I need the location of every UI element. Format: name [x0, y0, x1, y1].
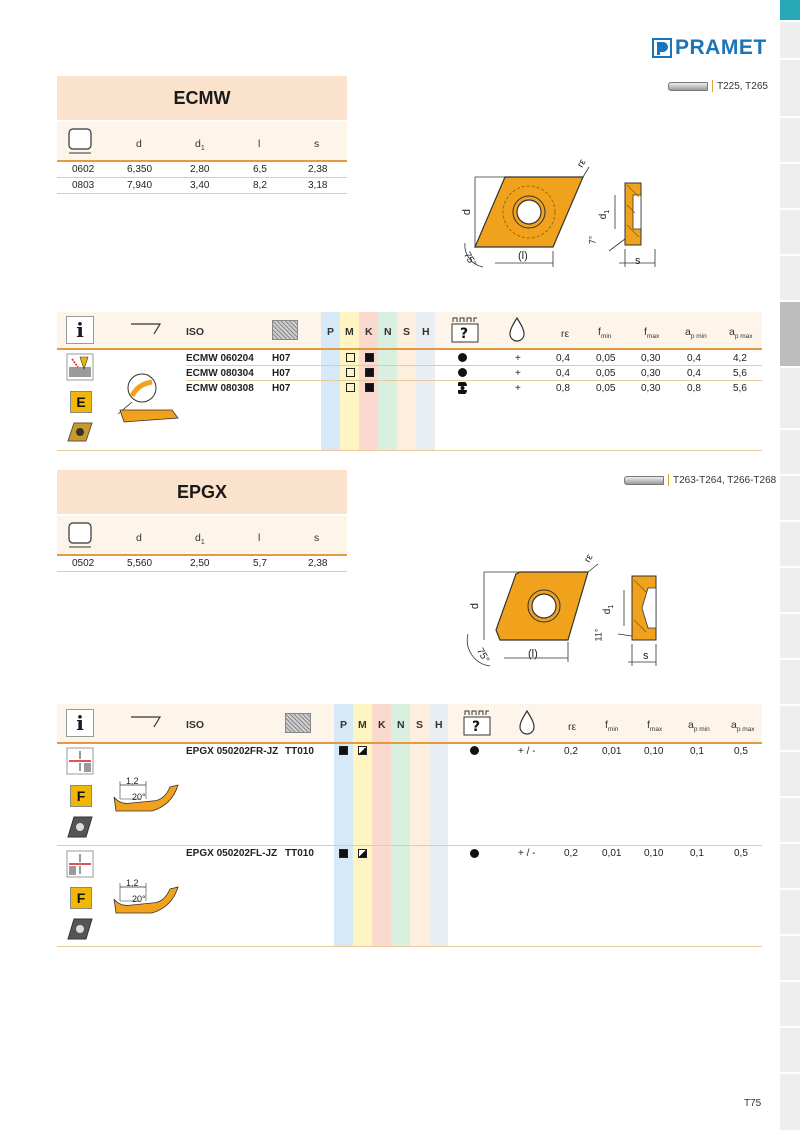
drawing-label-r: rε	[575, 157, 589, 170]
header-fmin: $f_{min}$	[605, 719, 619, 734]
toolholder-icon	[624, 476, 664, 485]
side-tab[interactable]	[780, 614, 800, 660]
dim-separator	[57, 160, 347, 162]
insert-outline-icon	[66, 127, 96, 157]
drawing-label-d1: $d_1$	[602, 604, 616, 615]
apmax-value: 4,2	[733, 353, 747, 364]
condition-dot	[458, 353, 467, 362]
condition-dot	[470, 746, 479, 755]
suitability-k	[365, 353, 374, 362]
coolant: +	[515, 368, 521, 379]
fmax-value: 0,30	[641, 353, 661, 364]
chipbreaker-letter-f: F	[70, 785, 92, 807]
side-tab-bar	[780, 0, 800, 1132]
group-s: S	[416, 719, 424, 731]
group-band-h	[429, 704, 448, 946]
fmax-value: 0,10	[644, 746, 664, 757]
chipbreaker-profile-icon	[112, 775, 187, 815]
insert-technical-drawing	[460, 550, 670, 675]
dim-d1: 2,50	[190, 558, 210, 569]
insert-profile-icon	[130, 322, 162, 336]
re-value: 0,8	[556, 383, 570, 394]
iso-code[interactable]: ECMW 080308	[186, 383, 254, 394]
header-apmin: $a_{p min}$	[688, 719, 710, 734]
apmin-value: 0,4	[687, 368, 701, 379]
re-value: 0,2	[564, 746, 578, 757]
drawing-label-s: s	[635, 255, 641, 267]
chip-angle-label: 20°	[132, 792, 146, 802]
fmax-value: 0,30	[641, 383, 661, 394]
dim-d: 5,560	[127, 558, 153, 569]
dim-size: 0602	[72, 164, 95, 175]
drawing-label-angle: 75°	[461, 250, 479, 269]
row-divider	[57, 193, 347, 194]
side-tab[interactable]	[780, 706, 800, 752]
suitability-m	[358, 849, 367, 858]
group-s: S	[403, 326, 411, 338]
section-title: ECMW	[173, 87, 231, 108]
holder-reference-text: T263-T264, T266-T268	[673, 474, 777, 486]
group-k: K	[365, 326, 373, 338]
chipbreaker-letter-e: E	[70, 391, 92, 413]
apmax-value: 0,5	[734, 746, 748, 757]
suitability-m	[346, 353, 355, 362]
dim-d: 6,350	[127, 164, 153, 175]
coolant: + / -	[518, 848, 536, 859]
side-tab-top[interactable]	[780, 0, 800, 22]
side-tab[interactable]	[780, 256, 800, 302]
apmin-value: 0,1	[690, 848, 704, 859]
coolant: +	[515, 353, 521, 364]
drawing-label-s: s	[643, 650, 649, 662]
side-tab[interactable]	[780, 368, 800, 430]
apmax-value: 0,5	[734, 848, 748, 859]
insert-profile-icon	[130, 715, 162, 729]
iso-code[interactable]: EPGX 050202FR-JZ	[186, 746, 279, 757]
header-fmin: $f_{min}$	[598, 326, 612, 341]
dim-d1: 3,40	[190, 180, 210, 191]
suitability-k	[365, 383, 374, 392]
side-tab[interactable]	[780, 936, 800, 982]
drawing-label-angle: 75°	[474, 646, 492, 665]
suitability-p	[339, 849, 348, 858]
header-apmax: $a_{p max}$	[729, 326, 753, 341]
row-divider	[186, 380, 762, 381]
group-band-s	[410, 704, 429, 946]
group-m: M	[358, 719, 367, 731]
chip-width-label: 1,2	[126, 776, 139, 786]
header-fmax: $f_{max}$	[644, 326, 660, 341]
iso-code[interactable]: ECMW 080304	[186, 368, 254, 379]
insert-photo-icon	[66, 421, 94, 443]
chipbreaker-profile-icon	[112, 877, 187, 917]
section-title-box	[57, 76, 347, 120]
pramet-logo-icon	[652, 38, 672, 58]
coolant-drop-icon	[518, 709, 536, 735]
fmin-value: 0,05	[596, 383, 616, 394]
dim-d: 7,940	[127, 180, 153, 191]
dim-s: 3,18	[308, 180, 328, 191]
suitability-k	[365, 368, 374, 377]
grade: TT010	[285, 746, 314, 757]
fmax-value: 0,30	[641, 368, 661, 379]
suitability-p	[339, 746, 348, 755]
coolant-drop-icon	[508, 316, 526, 342]
grade-texture-icon	[285, 713, 311, 733]
iso-header: ISO	[186, 326, 205, 338]
drawing-label-d1: $d_1$	[598, 209, 612, 220]
header-apmax: $a_{p max}$	[731, 719, 755, 734]
header-re: rε	[561, 328, 570, 340]
side-tab[interactable]	[780, 118, 800, 164]
dim-l: 8,2	[253, 180, 267, 191]
condition-split-dot	[457, 382, 468, 394]
side-tab[interactable]	[780, 798, 800, 844]
svg-text:?: ?	[472, 719, 481, 735]
chip-angle-label: 20°	[132, 894, 146, 904]
dim-s: 2,38	[308, 558, 328, 569]
row-divider	[186, 365, 762, 366]
machining-conditions-icon	[462, 709, 492, 737]
side-tab[interactable]	[780, 1074, 800, 1132]
side-tab[interactable]	[780, 568, 800, 614]
condition-dot	[458, 368, 467, 377]
grade: H07	[272, 353, 291, 364]
side-tab[interactable]	[780, 982, 800, 1028]
pramet-logo	[652, 36, 767, 60]
drawing-label-r: rε	[582, 552, 596, 565]
fmin-value: 0,05	[596, 368, 616, 379]
side-tab[interactable]	[780, 752, 800, 798]
dim-header-l: l	[258, 138, 261, 150]
fmin-value: 0,05	[596, 353, 616, 364]
side-tab[interactable]	[780, 1028, 800, 1074]
row-divider	[57, 571, 347, 572]
holder-reference-text: T225, T265	[717, 80, 768, 92]
group-m: M	[345, 326, 354, 338]
drawing-label-l: (l)	[518, 250, 528, 262]
side-tab[interactable]	[780, 890, 800, 936]
brand-name: PRAMET	[675, 36, 767, 59]
fmax-value: 0,10	[644, 848, 664, 859]
suitability-m	[358, 746, 367, 755]
section-title-box	[57, 470, 347, 514]
dim-header-l: l	[258, 532, 261, 544]
group-band-k	[372, 704, 391, 946]
insert-outline-icon	[66, 521, 96, 551]
dim-d1: 2,80	[190, 164, 210, 175]
grade: TT010	[285, 848, 314, 859]
re-value: 0,4	[556, 353, 570, 364]
operation-icon	[66, 353, 94, 381]
machining-conditions-icon	[450, 316, 480, 344]
apmin-value: 0,1	[690, 746, 704, 757]
group-p: P	[327, 326, 335, 338]
side-tab-active[interactable]	[780, 302, 800, 368]
dim-header-d: d	[136, 532, 142, 544]
re-value: 0,4	[556, 368, 570, 379]
coolant: +	[515, 383, 521, 394]
side-tab[interactable]	[780, 22, 800, 60]
drawing-label-d: d	[469, 602, 482, 610]
insert-photo-icon	[66, 917, 94, 941]
iso-code[interactable]: EPGX 050202FL-JZ	[186, 848, 278, 859]
chipbreaker-letter-f: F	[70, 887, 92, 909]
dim-header-d1: $d_1$	[195, 532, 205, 547]
group-k: K	[378, 719, 386, 731]
grade-texture-icon	[272, 320, 298, 340]
holder-reference[interactable]	[624, 474, 776, 486]
side-tab[interactable]	[780, 164, 800, 210]
side-tab[interactable]	[780, 210, 800, 256]
group-h: H	[435, 719, 443, 731]
side-tab[interactable]	[780, 522, 800, 568]
dim-header-s: s	[314, 138, 320, 150]
group-n: N	[384, 326, 392, 338]
group-band-p	[334, 704, 353, 946]
drawing-label-d: d	[461, 208, 474, 216]
apmax-value: 5,6	[733, 383, 747, 394]
dim-size: 0502	[72, 558, 95, 569]
grade: H07	[272, 368, 291, 379]
table-separator	[57, 348, 762, 350]
drawing-label-l: (l)	[528, 648, 538, 660]
grade: H07	[272, 383, 291, 394]
dim-l: 5,7	[253, 558, 267, 569]
operation-icon	[66, 850, 94, 878]
group-h: H	[422, 326, 430, 338]
cutting-edge-detail-icon	[110, 370, 180, 428]
toolholder-icon	[668, 82, 708, 91]
holder-reference[interactable]	[668, 80, 768, 92]
operation-icon	[66, 747, 94, 775]
insert-photo-icon	[66, 815, 94, 839]
dim-header-d: d	[136, 138, 142, 150]
svg-text:?: ?	[460, 326, 469, 342]
drawing-label-relief: 11°	[593, 628, 604, 642]
coolant: + / -	[518, 746, 536, 757]
info-icon[interactable]: i	[66, 316, 94, 344]
side-tab[interactable]	[780, 844, 800, 890]
drawing-label-relief: 7°	[587, 235, 598, 245]
page-number: T75	[744, 1098, 762, 1109]
re-value: 0,2	[564, 848, 578, 859]
header-fmax: $f_{max}$	[647, 719, 663, 734]
dim-s: 2,38	[308, 164, 328, 175]
dim-header-d1: $d_1$	[195, 138, 205, 153]
section-title: EPGX	[176, 481, 228, 502]
fmin-value: 0,01	[602, 848, 622, 859]
header-re: rε	[568, 721, 577, 733]
info-icon[interactable]: i	[66, 709, 94, 737]
dim-header-s: s	[314, 532, 320, 544]
group-band-m	[353, 704, 372, 946]
apmax-value: 5,6	[733, 368, 747, 379]
table-separator	[57, 742, 762, 744]
condition-dot	[470, 849, 479, 858]
side-tab[interactable]	[780, 476, 800, 522]
iso-header: ISO	[186, 719, 205, 731]
group-n: N	[397, 719, 405, 731]
iso-code[interactable]: ECMW 060204	[186, 353, 254, 364]
dim-separator	[57, 554, 347, 556]
dim-size: 0803	[72, 180, 95, 191]
suitability-m	[346, 368, 355, 377]
header-apmin: $a_{p min}$	[685, 326, 707, 341]
side-tab[interactable]	[780, 430, 800, 476]
group-p: P	[340, 719, 348, 731]
table-bottom-line	[57, 450, 762, 451]
apmin-value: 0,8	[687, 383, 701, 394]
group-band-n	[391, 704, 410, 946]
dim-l: 6,5	[253, 164, 267, 175]
row-divider	[57, 177, 347, 178]
row-divider	[57, 845, 762, 846]
suitability-m	[346, 383, 355, 392]
table-bottom-line	[57, 946, 762, 947]
chip-width-label: 1,2	[126, 878, 139, 888]
apmin-value: 0,4	[687, 353, 701, 364]
side-tab[interactable]	[780, 660, 800, 706]
fmin-value: 0,01	[602, 746, 622, 757]
side-tab[interactable]	[780, 60, 800, 118]
